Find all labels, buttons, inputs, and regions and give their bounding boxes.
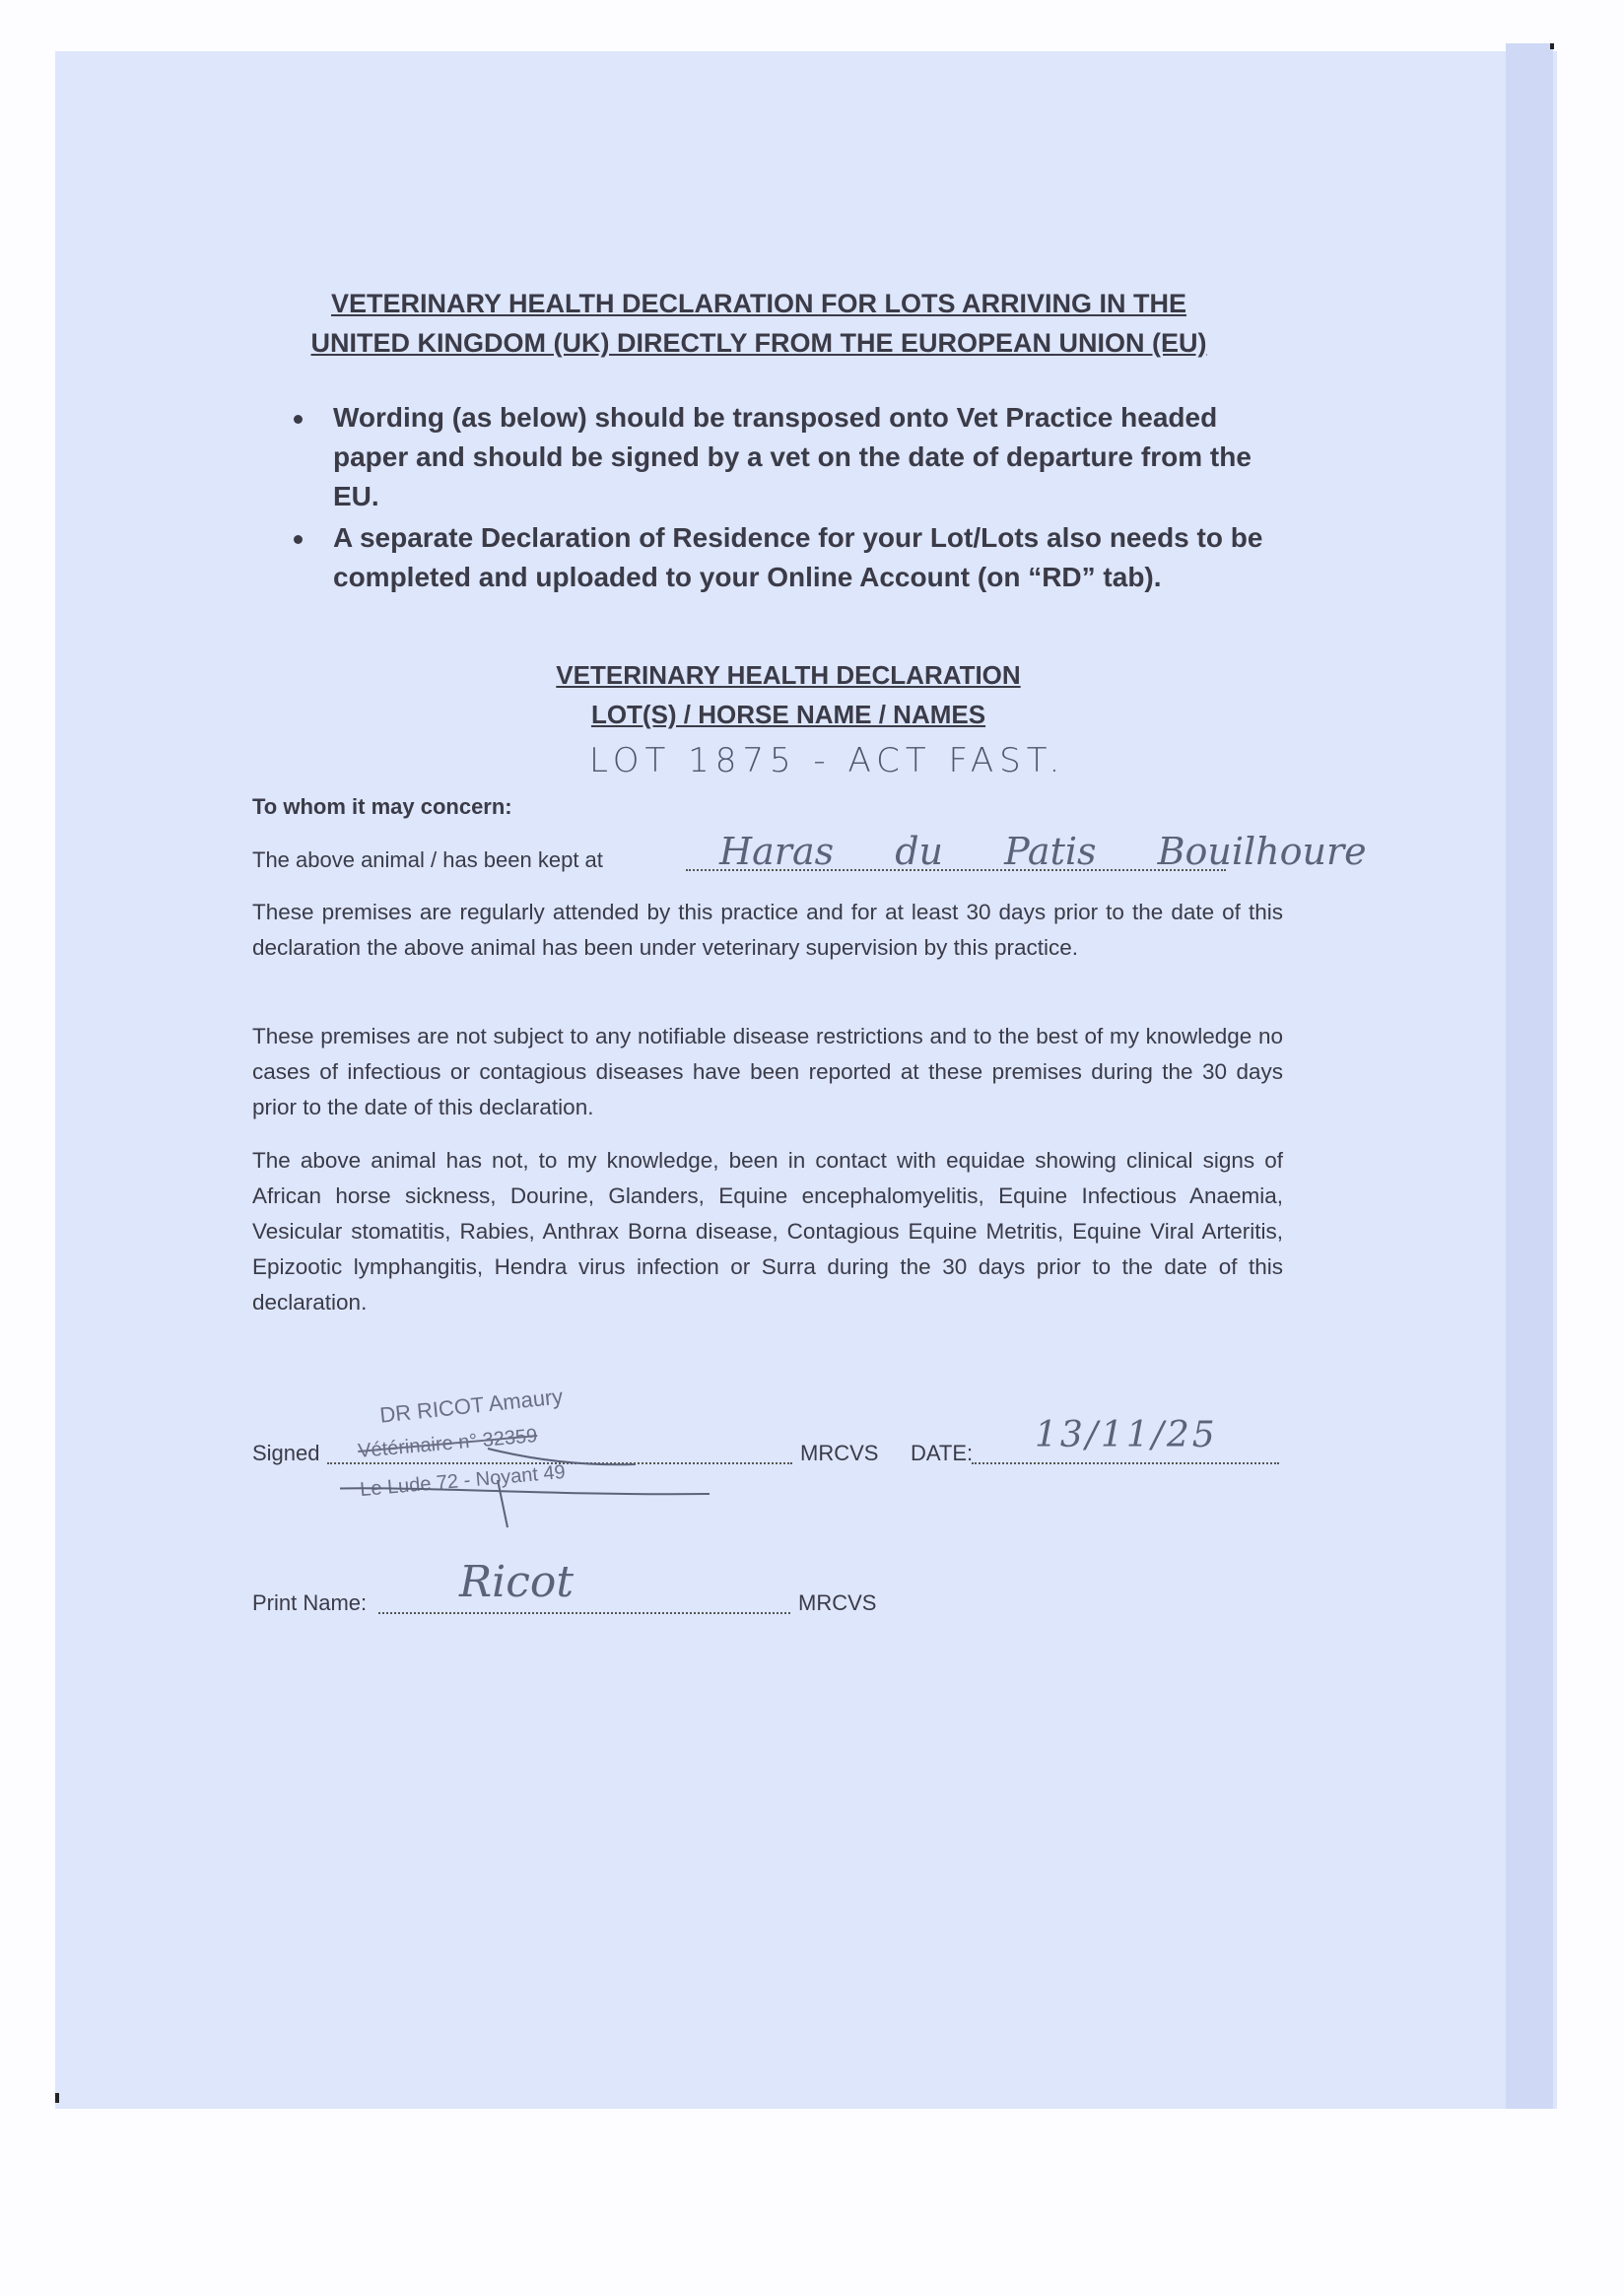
document-title-line-2: UNITED KINGDOM (UK) DIRECTLY FROM THE EUROPEAN UNION (EU) [310,328,1207,358]
instruction-list [286,398,1291,599]
vet-stamp [340,1384,714,1537]
bullet-icon [294,535,303,544]
date-dotted-line [972,1462,1279,1464]
declaration-heading: VETERINARY HEALTH DECLARATION [556,660,1021,690]
sheet-shadow [1506,43,1553,2109]
bullet-icon [294,415,303,424]
instruction-item: A separate Declaration of Residence for your Lot/Lots also needs to be completed and uploaded to your Online Account (on “RD” tab). [286,518,1291,597]
lot-heading: LOT(S) / HORSE NAME / NAMES [590,700,986,729]
lot-handwritten: LOT 1875 - ACT FAST. [589,741,1066,780]
date-label: DATE: [911,1441,974,1465]
instruction-item: Wording (as below) should be transposed onto Vet Practice headed paper and should be signed by a vet on the date of departure from the EU. [286,398,1291,516]
scan-mark [55,2093,59,2103]
stamp-address: Le Lude 72 - Noyant 49 [359,1460,567,1502]
print-name-dotted-line [378,1612,790,1614]
kept-at-label: The above animal / has been kept at [252,847,603,872]
signature-stroke [340,1389,714,1537]
print-name-handwritten: Ricot [459,1557,575,1607]
stamp-vet-number: Vétérinaire n° 32359 [357,1425,539,1462]
signed-mrcvs-label: MRCVS [800,1441,879,1465]
stamp-vet-name: DR RICOT Amaury [378,1384,565,1428]
document-title-line-1: VETERINARY HEALTH DECLARATION FOR LOTS ARRIVING IN THE [330,289,1187,318]
paragraph-premises: These premises are not subject to any notifiable disease restrictions and to the best of my knowledge no cases of infectious or contagious diseases have been reported at these premises during the 30 days prior to the date of this declaration. [252,1024,1283,1119]
scan-mark [1550,43,1554,49]
date-handwritten: 13/11/25 [1035,1415,1218,1455]
print-name-label: Print Name: [252,1590,368,1615]
signed-label: Signed [252,1441,320,1465]
paragraph-supervision: These premises are regularly attended by this practice and for at least 30 days prior to the date of this declaration the above animal has been under veterinary supervision by this practice. [252,900,1283,960]
kept-at-handwritten: Haras du Patis Bouilhoure [719,830,1367,873]
salutation: To whom it may concern: [252,794,512,819]
paragraph-disease-contact: The above animal has not, to my knowledge, been in contact with equidae showing clinical signs of African horse sickness, Dourine, Glanders, Equine encephalomyelitis, Equine Infectious Anaemia, Vesicular stomatitis, Rabies, Anthrax Borna disease, Contagious Equine Metritis, Equine Viral Arteritis, Epizootic lymphangitis, Hendra virus infection or Surra during the 30 days prior to the date of this declaration. [252,1148,1283,1315]
print-name-mrcvs-label: MRCVS [798,1590,877,1615]
